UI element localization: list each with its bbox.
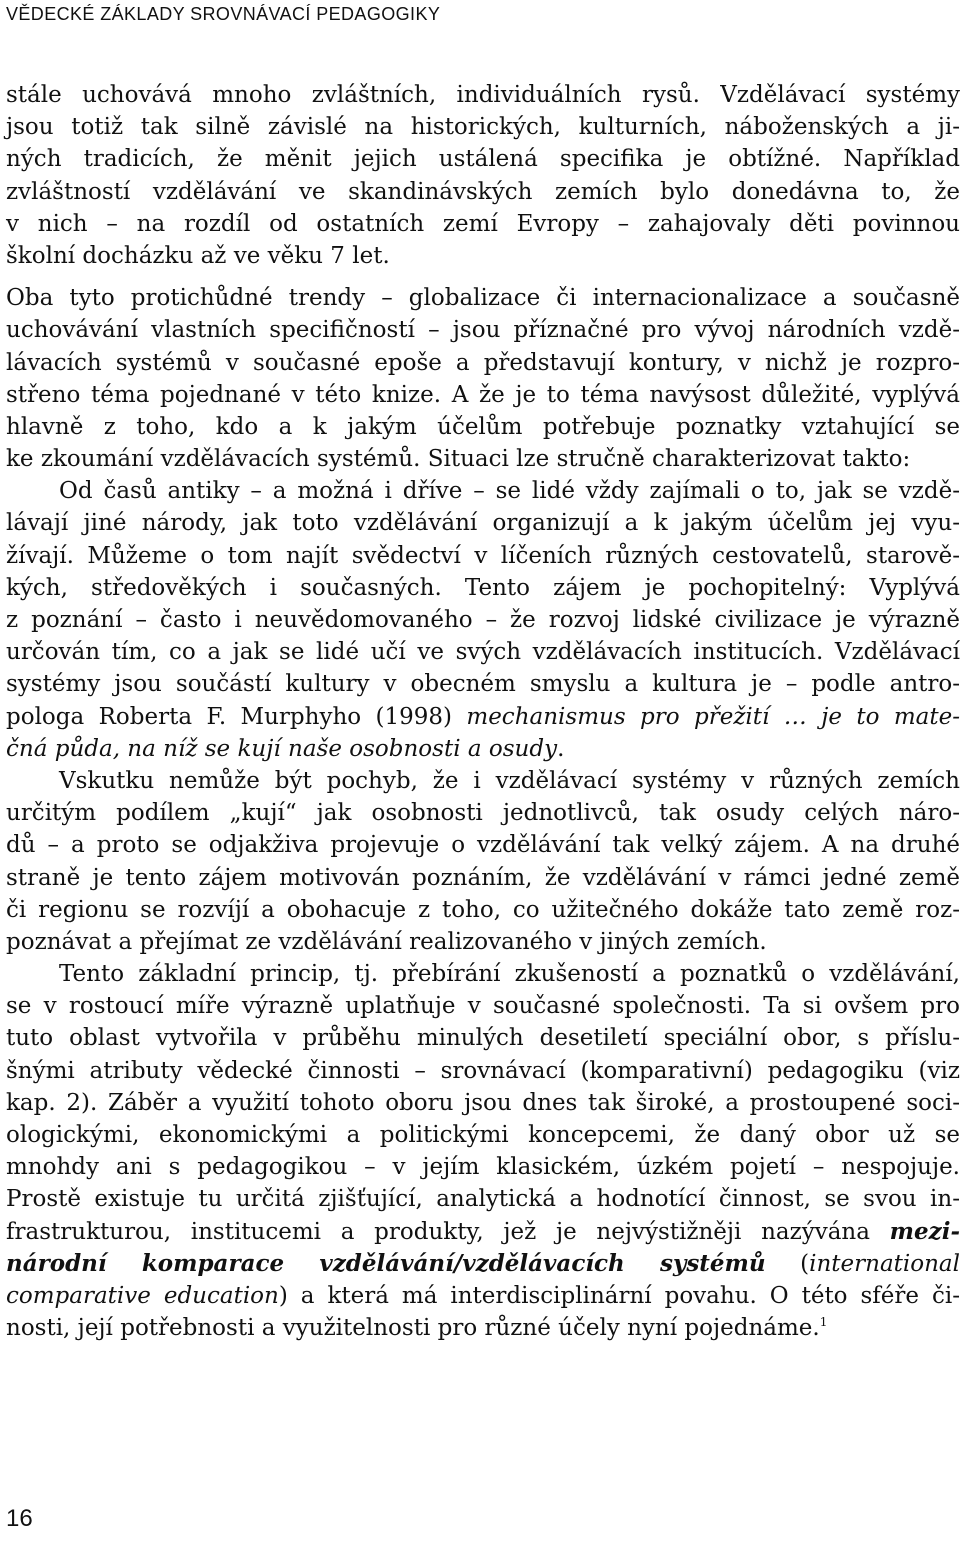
page-number: 16: [6, 1505, 33, 1532]
text-line: kých, středověkých i současných. Tento zájem je pochopitelný: Vyplývá: [6, 574, 960, 601]
body-text: [6, 79, 960, 1344]
english-term: comparative education: [6, 1282, 279, 1309]
paragraph: [6, 79, 960, 272]
text-line: mnohdy ani s pedagogikou – v jejím klasickém, úzkém pojetí – nespojuje.: [6, 1154, 960, 1181]
text-line: hlavně z toho, kdo a k jakým účelům potřebuje poznatky vztahující se: [6, 413, 960, 440]
text-line: Tento základní princip, tj. přebírání zkušeností a poznatků o vzdělávání,: [59, 961, 960, 988]
text-line: stále uchovává mnoho zvláštních, individuálních rysů. Vzdělávací systémy: [6, 82, 960, 108]
key-term: mezi-: [889, 1217, 960, 1245]
text-line: uchovávání vlastních specifičností – jsou příznačné pro vývoj národních vzdě-: [6, 317, 960, 344]
plain-text: nosti, její potřebnosti a využitelnosti pro různé účely nyní pojednáme.: [6, 1315, 820, 1342]
plain-text: (: [765, 1250, 810, 1277]
text-line: střeno téma pojednané v této knize. A že je to téma navýsost důležité, vyplývá: [6, 381, 960, 408]
text-line: straně je tento zájem motivován poznáním, že vzdělávání v rámci jedné země: [6, 864, 960, 891]
text-line: školní docházku až ve věku 7 let.: [6, 242, 390, 269]
text-line: Oba tyto protichůdné trendy – globalizace či internacionalizace a současně: [6, 285, 960, 312]
text-line: určitým podílem „kují“ jak osobnosti jednotlivců, tak osudy celých náro-: [6, 800, 960, 827]
text-line: dů – a proto se odjakživa projevuje o vzdělávání tak velký zájem. A na druhé: [6, 832, 960, 859]
key-term: národní komparace vzdělávání/vzdělávacích systémů: [6, 1249, 766, 1277]
plain-text: pologa Roberta F. Murphyho (1998): [6, 703, 467, 730]
text-line: Prostě existuje tu určitá zjišťující, analytická a hodnotící činnost, se svou in-: [6, 1186, 960, 1213]
text-line: tuto oblast vytvořila v průběhu minulých desetiletí speciální obor, s příslu-: [6, 1025, 960, 1052]
text-line: [6, 1280, 960, 1312]
text-line: z poznání – často i neuvědomovaného – že rozvoj lidské civilizace je výrazně: [6, 607, 960, 633]
text-line: lávacích systémů v současné epoše a představují kontury, v nichž je rozpro-: [6, 349, 960, 376]
text-line: šnými atributy vědecké činnosti – srovnávací (komparativní) pedagogiku (viz: [6, 1057, 960, 1084]
text-line: ných tradicích, že měnit jejich ustálená specifika je obtížné. Například: [6, 146, 960, 173]
text-line: či regionu se rozvíjí a obohacuje z toho, co užitečného dokáže tato země roz-: [6, 896, 960, 923]
paragraph: [6, 765, 960, 958]
text-line: zvláštností vzdělávání ve skandinávských zemích bylo donedávna to, že: [6, 178, 960, 205]
text-line: [6, 1248, 960, 1280]
running-header: VĚDECKÉ ZÁKLADY SROVNÁVACÍ PEDAGOGIKY: [6, 4, 441, 24]
text-line: Vskutku nemůže být pochyb, že i vzdělávací systémy v různých zemích: [59, 767, 960, 794]
text-line: ologickými, ekonomickými a politickými koncepcemi, že daný obor už se: [6, 1122, 960, 1148]
text-line: systémy jsou součástí kultury v obecném smyslu a kultura je – podle antro-: [6, 671, 960, 698]
paragraph: [6, 958, 960, 1344]
text-line: [6, 701, 960, 733]
text-line: poznávat a přejímat ze vzdělávání realizovaného v jiných zemích.: [6, 928, 767, 955]
plain-text: .: [557, 735, 565, 762]
english-term: international: [809, 1250, 960, 1277]
text-line: kap. 2). Záběr a využití tohoto oboru jsou dnes tak široké, a prostoupené soci-: [6, 1089, 960, 1116]
paragraph: [6, 282, 960, 475]
paragraph: [6, 475, 960, 765]
text-line: [6, 1216, 960, 1248]
text-line: se v rostoucí míře výrazně uplatňuje v současné společnosti. Ta si ovšem pro: [6, 993, 960, 1020]
text-line: lávají jiné národy, jak toto vzdělávání organizují a k jakým účelům jej vyu-: [6, 510, 960, 537]
text-line: určován tím, co a jak se lidé učí ve svých vzdělávacích institucích. Vzdělávací: [6, 639, 960, 666]
text-line: [6, 733, 960, 765]
text-line: Od časů antiky – a možná i dříve – se lidé vždy zajímali o to, jak se vzdě-: [59, 478, 960, 505]
text-line: v nich – na rozdíl od ostatních zemí Evropy – zahajovaly děti povinnou: [6, 210, 960, 237]
quotation: čná půda, na níž se kují naše osobnosti a osudy: [6, 735, 558, 762]
text-line: ke zkoumání vzdělávacích systémů. Situaci lze stručně charakterizovat takto:: [6, 446, 911, 473]
text-line: [6, 1312, 960, 1344]
quotation: mechanismus pro přežití … je to mate-: [466, 703, 960, 730]
plain-text: frastrukturou, institucemi a produkty, jež je nejvýstižněji nazývána: [6, 1218, 890, 1245]
text-line: jsou totiž tak silně závislé na historických, kulturních, náboženských a ji-: [6, 114, 960, 141]
footnote-reference[interactable]: 1: [819, 1315, 828, 1330]
plain-text: ) a která má interdisciplinární povahu. O této sféře či-: [278, 1282, 960, 1309]
text-line: žívají. Můžeme o tom najít svědectví v líčeních různých cestovatelů, starově-: [6, 542, 960, 569]
